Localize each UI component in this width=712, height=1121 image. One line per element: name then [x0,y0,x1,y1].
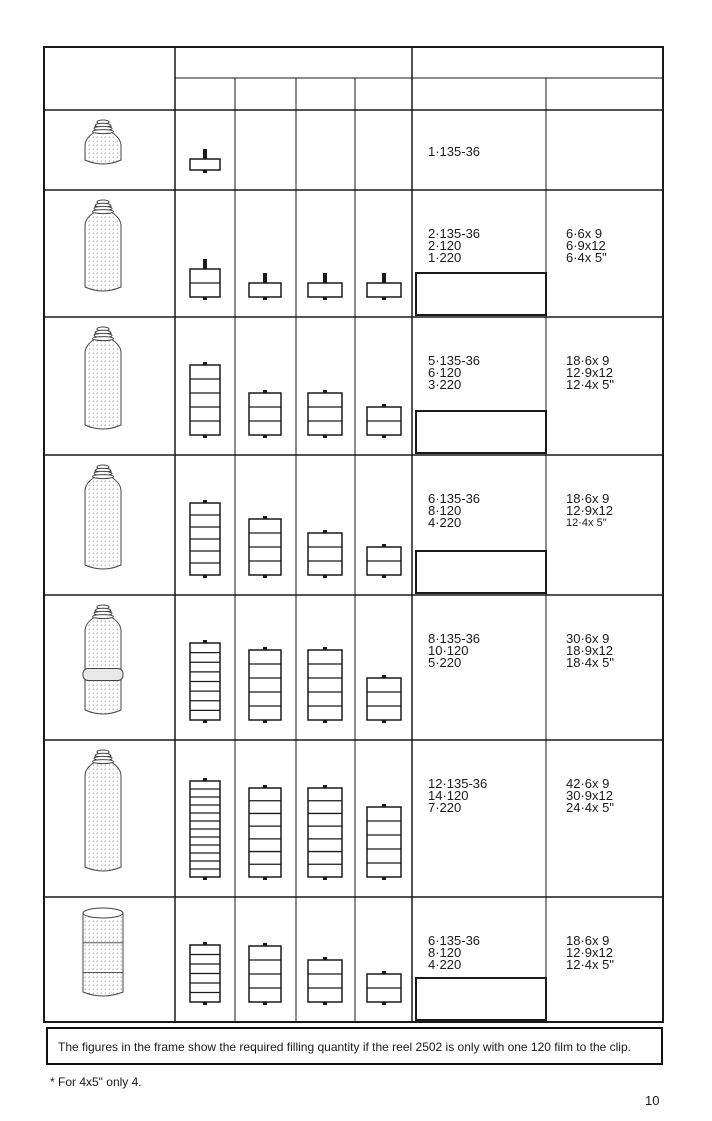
tank-image-2 [85,327,121,429]
reel-stack-2-1 [249,390,281,438]
reel-stack-4-2 [308,647,342,723]
frame-note-box [46,1027,663,1065]
reel-stack-2-2 [308,390,342,438]
film-capacity-item: 6·135-36 [428,933,481,948]
sheet-capacity-item: 6·6x 9 [566,226,603,241]
film-capacity-item: 6·135-36 [428,491,481,506]
film-capacity-list [428,493,480,529]
film-capacity-item: 12·135-36 [428,776,488,791]
reel-stack-6-1 [249,943,281,1005]
sheet-capacity-item: 12·9x12 [566,945,613,960]
film-capacity-item: 5·135-36 [428,353,481,368]
film-capacity-item: 6·120 [428,365,462,380]
reel-stack-4-0 [190,640,220,723]
sheet-capacity-item: 18·6x 9 [566,353,610,368]
reel-stack-4-1 [249,647,281,723]
sheet-capacity-item: 12·9x12 [566,503,613,518]
sheet-capacity-list [566,355,614,391]
reel-stack-1-2 [308,273,342,300]
reel-stack-2-0 [190,362,220,438]
sheet-capacity-item: 12·9x12 [566,365,613,380]
film-capacity-item: 5·220 [428,655,462,670]
reel-stack-3-0 [190,500,220,578]
reel-stack-3-1 [249,516,281,578]
reel-stack-0-0 [190,149,220,173]
sheet-capacity-item: 30·6x 9 [566,631,610,646]
frame-box-2 [416,411,546,453]
sheet-capacity-item: 18·6x 9 [566,491,610,506]
sheet-capacity-list [566,935,614,971]
sheet-capacity-list [566,633,614,669]
tank-image-0 [85,120,121,164]
film-capacity-item: 1·135-36 [428,144,481,159]
reel-stack-3-2 [308,530,342,578]
film-capacity-item: 2·135-36 [428,226,481,241]
table-border [44,47,663,1022]
reel-stack-5-1 [249,785,281,880]
film-capacity-list [428,633,480,669]
tank-image-6 [83,908,123,996]
tank-image-1 [85,200,121,291]
tank-image-4 [83,605,123,714]
film-capacity-item: 10·120 [428,643,469,658]
reel-stack-6-2 [308,957,342,1005]
film-capacity-item: 14·120 [428,788,469,803]
film-capacity-item: 2·120 [428,238,462,253]
film-capacity-item: 3·220 [428,377,462,392]
film-capacity-item: 1·220 [428,250,462,265]
sheet-capacity-item: 18·9x12 [566,643,613,658]
sheet-capacity-item: 30·9x12 [566,788,613,803]
reel-stack-3-3 [367,544,401,578]
tank-image-3 [85,465,121,569]
sheet-capacity-item: 12·4x 5" [566,957,614,972]
sheet-capacity-item: 12·4x 5" [566,517,607,529]
sheet-capacity-item: 24·4x 5" [566,800,614,815]
sheet-capacity-item: 6·9x12 [566,238,606,253]
film-capacity-item: 8·135-36 [428,631,481,646]
frame-box-6 [416,978,546,1020]
film-capacity-list [428,355,480,391]
frame-box-3 [416,551,546,593]
film-capacity-item: 8·120 [428,945,462,960]
sheet-capacity-item: 18·4x 5" [566,655,614,670]
page-number: 10 [645,1093,660,1108]
film-capacity-item: 4·220 [428,957,462,972]
reel-stack-1-1 [249,273,281,300]
reel-stack-5-0 [190,778,220,880]
sheet-capacity-item: 42·6x 9 [566,776,610,791]
reel-stack-5-2 [308,785,342,880]
film-capacity-list [428,778,487,814]
film-capacity-item: 7·220 [428,800,462,815]
sheet-capacity-item: 12·4x 5" [566,377,614,392]
reel-stack-4-3 [367,675,401,723]
reel-stack-6-3 [367,971,401,1005]
frame-box-1 [416,273,546,315]
sheet-capacity-list [566,778,614,814]
sheet-capacity-list [566,228,607,264]
film-capacity-list [428,146,480,158]
sheet-capacity-item: 6·4x 5" [566,250,607,265]
frame-note-text: The figures in the frame show the required filling quantity if the reel 2502 is only with one 120 film to the clip. [58,1040,631,1054]
reel-stack-1-0 [190,259,220,300]
sheet-capacity-list [566,493,613,529]
reel-stack-5-3 [367,804,401,880]
film-capacity-item: 8·120 [428,503,462,518]
reel-stack-6-0 [190,942,220,1005]
film-capacity-item: 4·220 [428,515,462,530]
footnote: * For 4x5" only 4. [50,1075,142,1089]
tank-image-5 [85,750,121,871]
reel-stack-2-3 [367,404,401,438]
reel-stack-1-3 [367,273,401,300]
sheet-capacity-item: 18·6x 9 [566,933,610,948]
film-capacity-list [428,935,480,971]
film-capacity-list [428,228,480,264]
